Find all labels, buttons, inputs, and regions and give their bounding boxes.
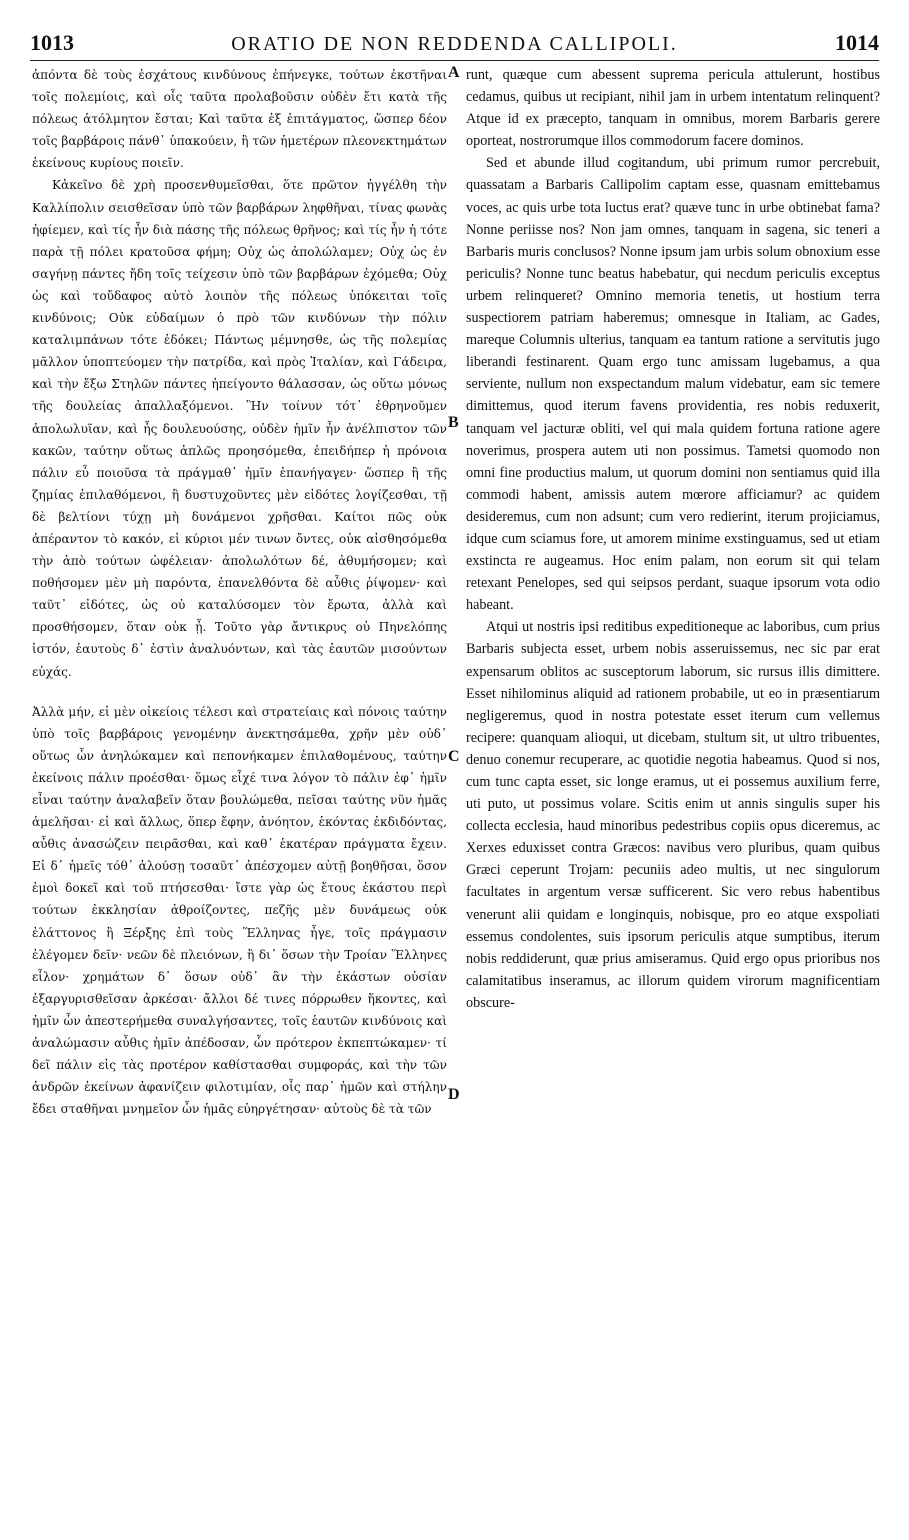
greek-paragraph-3: Ἀλλὰ μήν, εἰ μὲν οἰκείοις τέλεσι καὶ στρατείαις καὶ πόνοις ταύτην ὑπὸ τοῖς βαρβάροις γενομένην ἀνεκτησάμεθα, χρῆν μὲν οὐδ᾿ οὕτως ὧν ἀνηλώκαμεν καὶ πεπονήκαμεν ἐπιλαθομένους, ταύτην ἐκείνοις πάλιν προέσθαι· ὅμως εἶχέ τινα λόγον τὸ πάλιν ἐφ᾿ ἡμῖν εἶναι ταύτην ἀναλαβεῖν ὅταν βουλώμεθα, πεῖσαι ταύτης νῦν ἡμᾶς ἀμελῆσαι· εἰ καὶ ἄλλως, ὅπερ ἔφην, ἀνόητον, ἑκόντας ἐκδιδόντας, αὖθις ἀνασώζειν πειρᾶσθαι, καὶ καθ᾿ ἑκατέραν πράγματα ἔχειν. Εἰ δ᾿ ἡμεῖς τόθ᾿ ἀλούσῃ τοσαῦτ᾿ ἀπέσχομεν αὐτῇ βοηθῆσαι, ὅσον ἐμοὶ δοκεῖ καὶ τοῦ πτήσεσθαι· ἴστε γὰρ ὡς ἔτους ἑκάστου περὶ τούτων ἐκκλησίαν ἀθροίζοντες, πεζῆς μὲν δυνάμεως οὐκ ἐλάττονος ἢ Ξέρξης ἐπὶ τοὺς Ἕλληνας ἦγε, τοῖς πράγμασιν ἐλέγομεν δεῖν· νεῶν δὲ πλειόνων, ἢ δι᾿ ὅσων τὴν Τροίαν Ἕλληνες εἷλον· χρημάτων δ᾿ ὅσων οὐδ᾿ ἂν τὴν ἑκάστων οὐσίαν ἐξαργυρισθεῖσαν ἀρκέσαι· ἄλλοι δέ τινες πόρρωθεν ἥκοντες, καὶ ἡμῖν ὧν ἀπεστερήμεθα συναλγήσαντες, τοῖς ἑαυτῶν κινδύνοις καὶ ἀναλώμασιν αὖθις ἡμῖν ἀπέδοσαν, ὧν πρότερον ἐκπεπτώκαμεν· τί δεῖ πάλιν εἰς τὰς προτέρον καθίστασθαι συμφοράς, καὶ τὴν τῶν ἀνδρῶν ἐκείνων ἀφανίζειν φιλοτιμίαν, οἷς παρ᾿ ἡμῶν καὶ στήλην ἔδει σταθῆναι μνημεῖον ὧν ἡμᾶς εὐηργέτησαν· αὐτοὺς δὲ τὰ τῶν <box>32 704 447 1117</box>
latin-paragraph-2: Sed et abunde illud cogitandum, ubi primum rumor percrebuit, quassatam a Barbaris Callipolim captam esse, quasnam emittebamus voces, ac quis urbe tota luctus erat? quæve tunc in urbe obtinebat fama? Nonne periisse nos? Non jam omnes, tanquam in sagena, sic teneri a Barbaris muris conclusos? Nonne ipsum jam urbis solum obnoxium esse periculis? Nonne tunc beatus habebatur, qui necdum periculis exceptus urbem relinqueret? Omnino memoria tenetis, ut hostium terra suspectiorem patriam haberemus; omnesque in Italiam, ac Gades, mareque Columnis ulterius, tanquam ea tantum ratione a servitutis jugo liberandi festinarent. Quam ergo tunc amissam lugebamus, a qua serviente, nullum non exspectandum malum videbatur, eam sic temere dimittemus, quod iterum favens providentia, res nobis reduxerit, tanquam vel jacturæ obliti, vel qui mala quidem fortuna ratione agere noverimus, prospera autem uti non possimus. Tametsi quomodo non omni fine productius malum, ut quorum domini non sentiamus quid illa commodi habent, amissis autem mœrore afficiamur? ac quidem desideremus, cum non adsunt; cum vero redierint, iterum projiciamus, idque cum sciamus fore, ut amorem minime exstinguamus, sed ut etiam exstincta re augeamus. Hoc enim palam, non eorum sit qui telam retexant Penelopes, sed qui seipsos perdant, suaque ipsorum vota odio habeant. <box>466 155 880 614</box>
right-page-number: 1014 <box>835 30 879 55</box>
section-marker-b: B <box>448 414 459 431</box>
greek-paragraph-1: ἀπόντα δὲ τοὺς ἐσχάτους κινδύνους ἐπήνεγκε, τούτων ἐκστῆναι τοῖς πολεμίοις, καὶ οἷς ταῦτα προλαβοῦσιν οὐδὲν ἔτι κατὰ τῆς πόλεως ἀτόλμητον ἔσται; Καὶ ταῦτα ἐξ ἐπιτάγματος, ὥσπερ δέον τοῖς βαρβάροις πάνθ᾿ ὑπακούειν, ἢ τῶν ἡμετέρων πλεονεκτημάτων ἐκείνους κυρίους ποιεῖν. <box>32 68 447 171</box>
latin-paragraph-1: runt, quæque cum abessent suprema pericula attulerunt, hostibus cedamus, quibus ut recipiant, nihil jam in urbem intentatum relinquent? Atque id ex præcepto, tanquam in omnibus, morem Barbaris gerere oporteat, nostrorumque illos commodorum facere dominos. <box>466 67 880 150</box>
section-marker-a: A <box>448 64 460 81</box>
paragraph-gap <box>32 683 447 701</box>
latin-paragraph-3: Atqui ut nostris ipsi reditibus expeditioneque ac laboribus, cum prius Barbaris subjecta esset, urbem nobis asseruissemus, nec sic par erat expensarum oblitos ac susceptorum laborum, sic rursus illis dimittere. Esset nihilominus aliquid ad rationem probabile, ut eo in præsentiarum negligeremus, quod in nostra potestate esset iterum cum vellemus recipere: quanquam alioqui, ut dicebam, stultum sit, ut ultro tribuentes, denuo conemur recuperare, ac quotidie negotia habeamus. Quod si nos, cum tunc capta esset, sic longe eramus, ut ei possemus auxilium ferre, uti puto, ut possimus volare. Scitis enim ut annis singulis super his collecta ecclesia, haud minoribus pedestribus copiis opus diceremus, ac Xerxes eduxisset contra Græcos: navibus vero pluribus, quam quibus Græci ceperunt Trojam: pecuniis adeo multis, ut nec singulorum facultates in argentum versæ sufficerent. Sic vero rebus habentibus venerunt alii quidam e longinquis, nobisque, pro eo atque exspoliati essemus condolentes, suis ipsorum periculis atque sumptibus, iterum nobis reddiderunt, quæ prius amiseramus. Quid ergo opus prioribus nos calamitatibus inseramus, ac illorum quidem virorum magnificentiam obscure- <box>466 619 880 1011</box>
section-marker-c: C <box>448 748 460 765</box>
page-header <box>30 30 879 61</box>
latin-column <box>466 64 880 1014</box>
greek-paragraph-2: Κἀκεῖνο δὲ χρὴ προσενθυμεῖσθαι, ὅτε πρῶτον ἠγγέλθη τὴν Καλλίπολιν σεισθεῖσαν ὑπὸ τῶν βαρβάρων ληφθῆναι, τίνας φωνὰς ἠφίεμεν, καὶ τίς ἦν διὰ πάσης τῆς πόλεως θρῆνος; καὶ τίς ἦν ἡ τότε παρὰ τῇ πόλει κρατοῦσα φήμη; Οὐχ ὡς ἀπολώλαμεν; Οὐχ ὡς ἐν σαγήνῃ πάντες ἤδη τοῖς τείχεσιν ὑπὸ τῶν βαρβάρων ἐχόμεθα; Οὐχ ὡς καὶ τοὔδαφος αὐτὸ λοιπὸν τῆς πόλεως ὑπόκειται τοῖς κινδύνοις; Οὐκ εὐδαίμων ὁ πρὸ τῶν κινδύνων τὴν πόλιν καταλιμπάνων τότε ἐδόκει; Πάντως μέμνησθε, ὡς τῆς πολεμίας μᾶλλον ὑποπτεύομεν τὴν πατρίδα, καὶ πρὸς Ἰταλίαν, καὶ Γάδειρα, καὶ τὴν ἔξω Στηλῶν πάντες ἠπείγοντο θάλασσαν, ὡς οὕτω μόνως τῆς δουλείας ἀπαλλαξόμενοι. Ἣν τοίνυν τότ᾿ ἐθρηνοῦμεν ἀπολωλυῖαν, καὶ ἧς δουλευούσης, οὐδὲν ἡμῖν ἦν ἀνέλπιστον τῶν κακῶν, ταύτην οὕτως ἁπλῶς προησόμεθα, ἐπειδήπερ ἡ πρόνοια πάλιν εὖ ποιοῦσα τὰ πράγμαθ᾿ ἡμῖν ἐπανήγαγεν· ὥσπερ ἢ τῆς ζημίας ἐπιλαθόμενοι, ἢ δυστυχοῦντες μὲν εἰδότες λογίζεσθαι, τῇ δὲ βελτίονι τύχῃ μὴ δυνάμενοι χρῆσθαι. Καίτοι πῶς οὐκ ἀπέραντον τὸ κακόν, εἰ κύριοι μέν τινων ὄντες, οὐκ αἰσθησόμεθα τὴν ἀπὸ τούτων ὠφέλειαν· ἀπολωλότων δέ, ἀθυμήσομεν; καὶ ποθήσομεν μὲν μὴ παρόντα, ἐπανελθόντα δὲ αὖθις ῥίψομεν· καὶ ταῦτ᾿ εἰδότες, ὡς οὐ καταλύσομεν τὸν ἔρωτα, ἀλλὰ καὶ προσθήσομεν, ὅταν οὐκ ᾖ. Τοῦτο γὰρ ἄντικρυς οὐ Πηνελόπης ἱστόν, ἑαυτοὺς δ᾿ ἐστὶν ἀναλυόντων, καὶ τὰς ἑαυτῶν μισούντων εὐχάς. <box>32 178 447 679</box>
left-page-number: 1013 <box>30 30 74 55</box>
section-marker-d: D <box>448 1086 460 1103</box>
greek-column <box>32 64 447 1120</box>
running-title: ORATIO DE NON REDDENDA CALLIPOLI. <box>231 33 678 55</box>
